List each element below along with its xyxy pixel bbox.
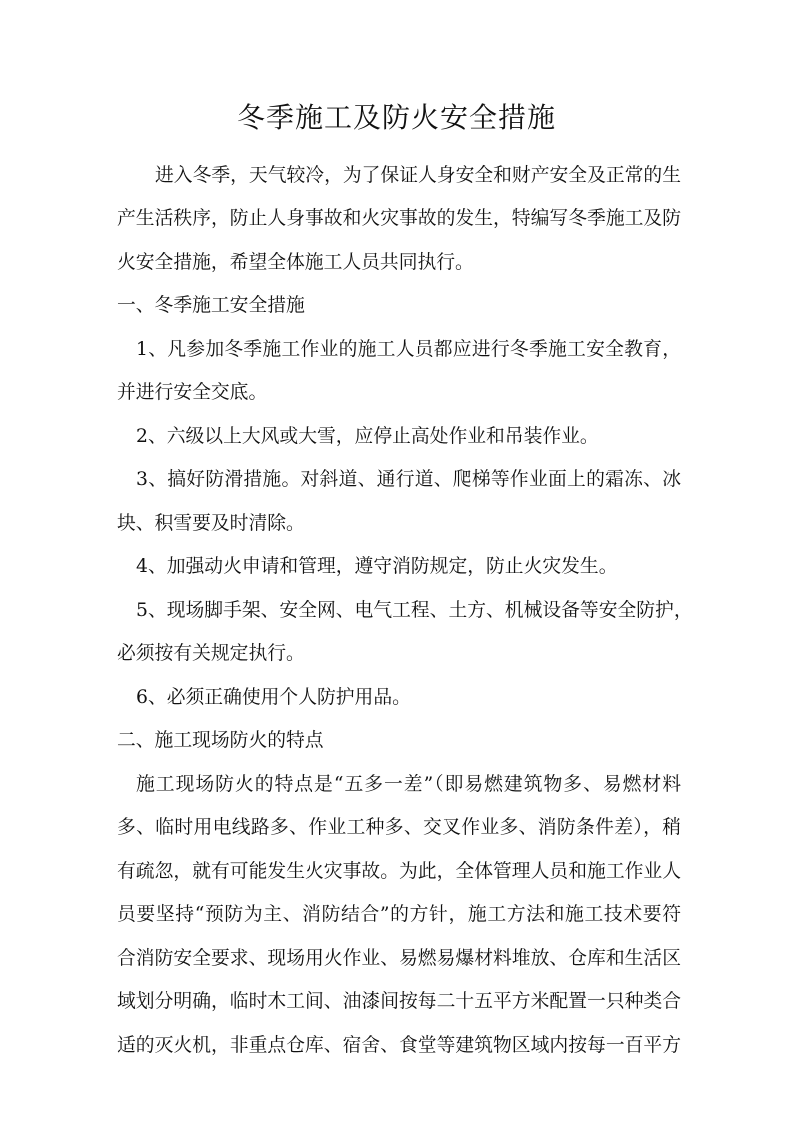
list-item-4: 4、加强动火申请和管理，遵守消防规定，防止火灾发生。 <box>136 556 618 577</box>
fire-paragraph-line: 施工现场防火的特点是“五多一差”（即易燃建筑物多、易燃材料 <box>136 773 681 795</box>
list-item-3-cont: 块、积雪要及时清除。 <box>117 512 305 534</box>
list-item-2: 2、六级以上大风或大雪，应停止高处作业和吊装作业。 <box>136 425 599 447</box>
list-item-1: 1、凡参加冬季施工作业的施工人员都应进行冬季施工安全教育， <box>136 338 681 360</box>
section-heading-2: 二、施工现场防火的特点 <box>117 730 324 751</box>
section-heading-1: 一、冬季施工安全措施 <box>117 295 305 316</box>
list-item-5-cont: 必须按有关规定执行。 <box>117 643 305 664</box>
list-item-5: 5、现场脚手架、安全网、电气工程、土方、机械设备等安全防护， <box>136 599 693 621</box>
fire-paragraph-line: 合消防安全要求、现场用火作业、易燃易爆材料堆放、仓库和生活区 <box>117 947 681 969</box>
fire-paragraph-line: 多、临时用电线路多、作业工种多、交叉作业多、消防条件差），稍 <box>117 817 681 838</box>
fire-paragraph-line: 适的灭火机，非重点仓库、宿舍、食堂等建筑物区域内按每一百平方 <box>117 1034 681 1056</box>
intro-line: 产生活秩序，防止人身事故和火灾事故的发生，特编写冬季施工及防 <box>117 208 681 229</box>
list-item-6: 6、必须正确使用个人防护用品。 <box>136 686 411 708</box>
list-item-1-cont: 并进行安全交底。 <box>117 382 268 403</box>
fire-paragraph-line: 域划分明确，临时木工间、油漆间按每二十五平方米配置一只种类合 <box>117 991 681 1012</box>
intro-line: 火安全措施，希望全体施工人员共同执行。 <box>117 251 474 273</box>
document-title: 冬季施工及防火安全措施 <box>236 101 556 134</box>
fire-paragraph-line: 员要坚持“预防为主、消防结合”的方针，施工方法和施工技术要符 <box>117 904 681 925</box>
list-item-3: 3、搞好防滑措施。对斜道、通行道、爬梯等作业面上的霜冻、冰 <box>136 469 681 490</box>
document-body <box>117 154 693 1068</box>
fire-paragraph-line: 有疏忽，就有可能发生火灾事故。为此，全体管理人员和施工作业人 <box>117 860 681 882</box>
intro-line: 进入冬季，天气较冷，为了保证人身安全和财产安全及正常的生 <box>155 164 681 186</box>
